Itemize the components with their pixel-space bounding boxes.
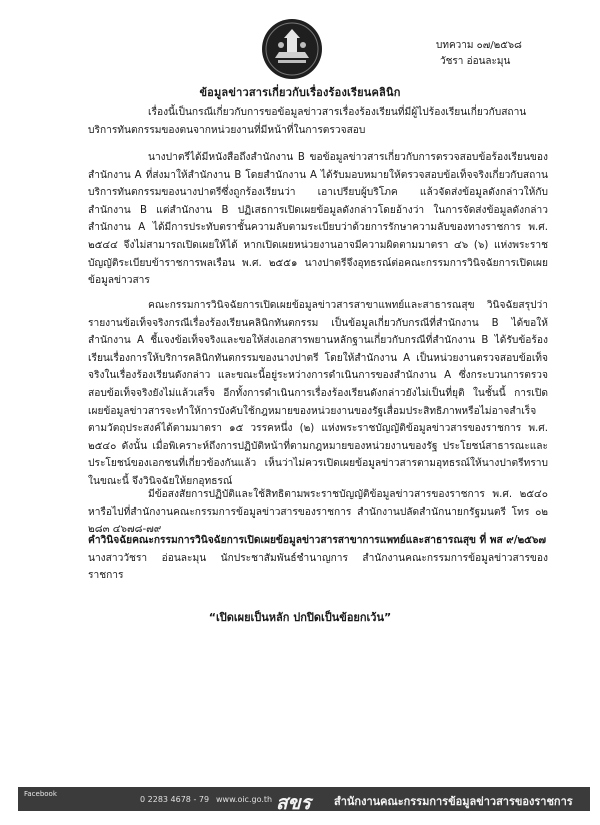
paragraph-contact: มีข้อสงสัยการปฏิบัติและใช้สิทธิตามพระราชบัญญัติข้อมูลข่าวสารของราชการ พ.ศ. ๒๕๔๐ หารือไปที่สำนักงานคณะกรรมการข้อมูลข่าวสารของราชการ สำนักงานปลัดสำนักนายกรัฐมนตรี โทร ๐๒ ๒๘๓ ๔๖๗๘-๗๙	[88, 489, 548, 536]
paragraph-decision: คณะกรรมการวินิจฉัยการเปิดเผยข้อมูลข่าวสารสาขาแพทย์และสาธารณสุข วินิจฉัยสรุปว่า รายงานข้อเท็จจริงกรณีเรื่องร้องเรียนคลินิกทันตกรรม เป็นข้อมูลเกี่ยวกับกรณีที่สำนักงาน B ได้ขอให้สำนักงาน A ชี้แจงข้อเท็จจริงและขอให้ส่งเอกสารพยานหลักฐานเกี่ยวกับกรณีที่สำนักงาน B ได้รับข้อร้องเรียนเรื่องการให้บริการคลินิกทันตกรรมของนางปาตรี โดยให้สำนักงาน A เป็นหน่วยงานตรวจสอบข้อเท็จจริงในเรื่องร้องเรียนดังกล่าว และขณะนี้อยู่ระหว่างการดำเนินการของสำนักงาน A ซึ่งกระบวนการตรวจสอบข้อเท็จจริงยังไม่แล้วเสร็จ อีกทั้งการดำเนินการเรื่องร้องเรียนดังกล่าวยังไม่เป็นที่ยุติ ในชั้นนี้ การเปิดเผยข้อมูลข่าวสารจะทำให้การบังคับใช้กฎหมายของหน่วยงานของรัฐเสื่อมประสิทธิภาพหรือไม่อาจสำเร็จตามวัตถุประสงค์ได้ตามมาตรา ๑๕ วรรคหนึ่ง (๒) แห่งพระราชบัญญัติข้อมูลข่าวสารของราชการ พ.ศ. ๒๕๔๐ ดังนั้น เมื่อพิเคราะห์ถึงการปฏิบัติหน้าที่ตามกฎหมายของหน่วยงานของรัฐ ประโยชน์สาธารณะและประโยชน์ของเอกชนที่เกี่ยวข้องกันแล้ว เห็นว่าไม่ควรเปิดเผยข้อมูลข่าวสารตามอุทธรณ์ให้นางปาตรีทราบในขณะนี้ จึงวินิจฉัยให้ยกอุทธรณ์	[88, 300, 548, 487]
ruling-reference: คำวินิจฉัยคณะกรรมการวินิจฉัยการเปิดเผยข้อมูลข่าวสารสาขาการแพทย์และสาธารณสุข ที่ พส ๙/๒๕๖๗	[88, 535, 547, 546]
footer-phone: 0 2283 4678 - 79	[140, 795, 210, 804]
social-label: Facebook	[24, 790, 57, 798]
footer-banner	[18, 787, 590, 814]
document-reference	[410, 38, 560, 70]
paragraph-facts: นางปาตรีได้มีหนังสือถึงสำนักงาน B ขอข้อมูลข่าวสารเกี่ยวกับการตรวจสอบข้อร้องเรียนของสำนักงาน A ที่ส่งมาให้สำนักงาน B โดยสำนักงาน A ได้รับมอบหมายให้ตรวจสอบข้อเท็จจริงเกี่ยวกับสถานบริการทันตกรรมของนางปาตรีซึ่งถูกร้องเรียนว่า เอาเปรียบผู้บริโภค แล้วจัดส่งข้อมูลดังกล่าวให้กับสำนักงาน B แต่สำนักงาน B ปฏิเสธการเปิดเผยข้อมูลดังกล่าวโดยอ้างว่า ในการจัดส่งข้อมูลดังกล่าวสำนักงาน A ได้มีการประทับตราชั้นความลับตามระเบียบว่าด้วยการรักษาความลับของทางราชการ พ.ศ. ๒๕๔๔ จึงไม่สามารถเปิดเผยให้ได้ หากเปิดเผยหน่วยงานอาจมีความผิดตามมาตรา ๔๖ (๖) แห่งพระราชบัญญัติระเบียบข้าราชการพลเรือน พ.ศ. ๒๕๕๑ นางปาตรีจึงอุทธรณ์ต่อคณะกรรมการวินิจฉัยการเปิดเผยข้อมูลข่าวสาร	[88, 152, 548, 287]
author-name: วัชรา อ่อนละมุน	[440, 56, 511, 67]
footer-website: www.oic.go.th	[216, 795, 273, 804]
government-emblem-icon	[261, 18, 323, 80]
paragraph-intro: เรื่องนี้เป็นกรณีเกี่ยวกับการขอข้อมูลข่าวสารเรื่องร้องเรียนที่มีผู้ไปร้องเรียนเกี่ยวกับสถานบริการทันตกรรมของตนจากหน่วยงานที่มีหน้าที่ในการตรวจสอบ	[88, 107, 527, 136]
article-number: บทความ ๐๗/๒๕๖๘	[436, 40, 522, 51]
paragraph-reference	[88, 532, 548, 585]
oic-logo: สขร	[276, 792, 311, 814]
footer-org-name: สำนักงานคณะกรรมการข้อมูลข่าวสารของราชการ	[334, 795, 573, 808]
motto: “เปิดเผยเป็นหลัก ปกปิดเป็นข้อยกเว้น”	[208, 611, 392, 624]
document-title: ข้อมูลข่าวสารเกี่ยวกับเรื่องร้องเรียนคลินิก	[199, 86, 401, 99]
author-credit: นางสาววัชรา อ่อนละมุน นักประชาสัมพันธ์ชำนาญการ สำนักงานคณะกรรมการข้อมูลข่าวสารของราชการ	[88, 552, 548, 582]
